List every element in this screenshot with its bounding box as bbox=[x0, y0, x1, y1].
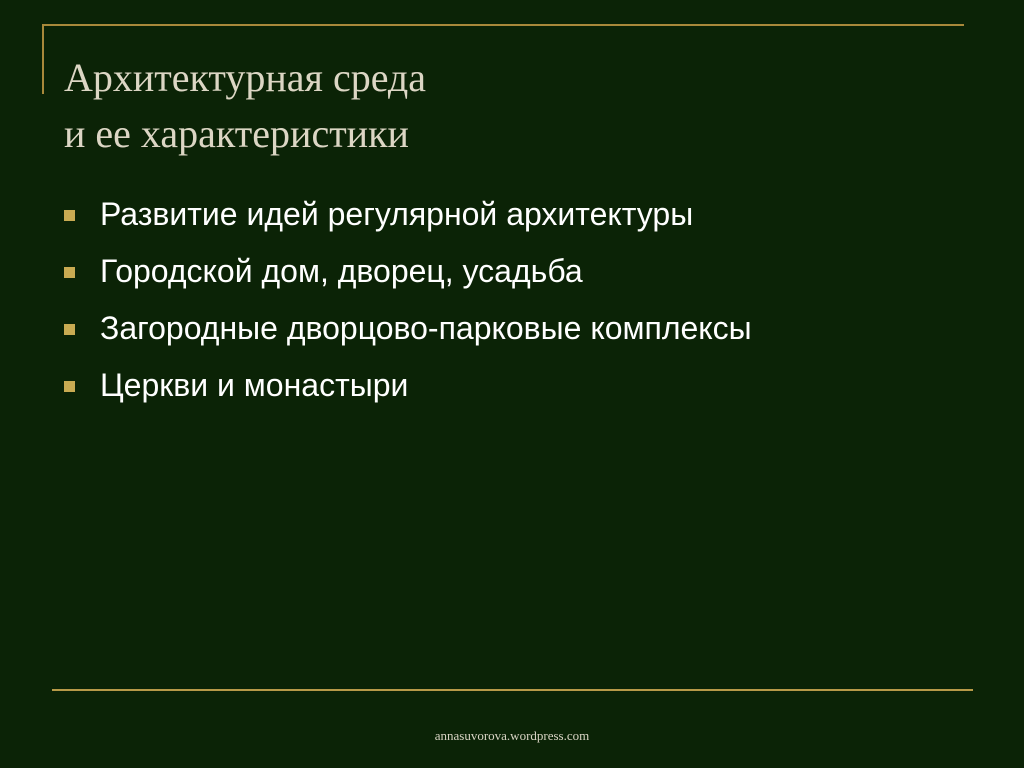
bullet-item bbox=[62, 190, 962, 238]
bullet-item bbox=[62, 361, 962, 409]
square-bullet-icon bbox=[64, 210, 75, 221]
square-bullet-icon bbox=[64, 381, 75, 392]
top-divider-line bbox=[42, 24, 964, 26]
square-bullet-icon bbox=[64, 267, 75, 278]
bullet-list bbox=[62, 190, 962, 418]
slide-title bbox=[64, 50, 944, 162]
left-accent-line bbox=[42, 24, 44, 94]
bullet-item bbox=[62, 304, 962, 352]
bullet-text: Загородные дворцово-парковые комплексы bbox=[100, 310, 752, 346]
bullet-text: Городской дом, дворец, усадьба bbox=[100, 253, 583, 289]
bullet-item bbox=[62, 247, 962, 295]
title-line-2: и ее характеристики bbox=[64, 111, 409, 156]
bullet-text: Церкви и монастыри bbox=[100, 367, 409, 403]
title-line-1: Архитектурная среда bbox=[64, 55, 427, 100]
footer-url: annasuvorova.wordpress.com bbox=[434, 728, 590, 743]
bottom-divider-line bbox=[52, 689, 973, 691]
square-bullet-icon bbox=[64, 324, 75, 335]
bullet-text: Развитие идей регулярной архитектуры bbox=[100, 196, 694, 232]
